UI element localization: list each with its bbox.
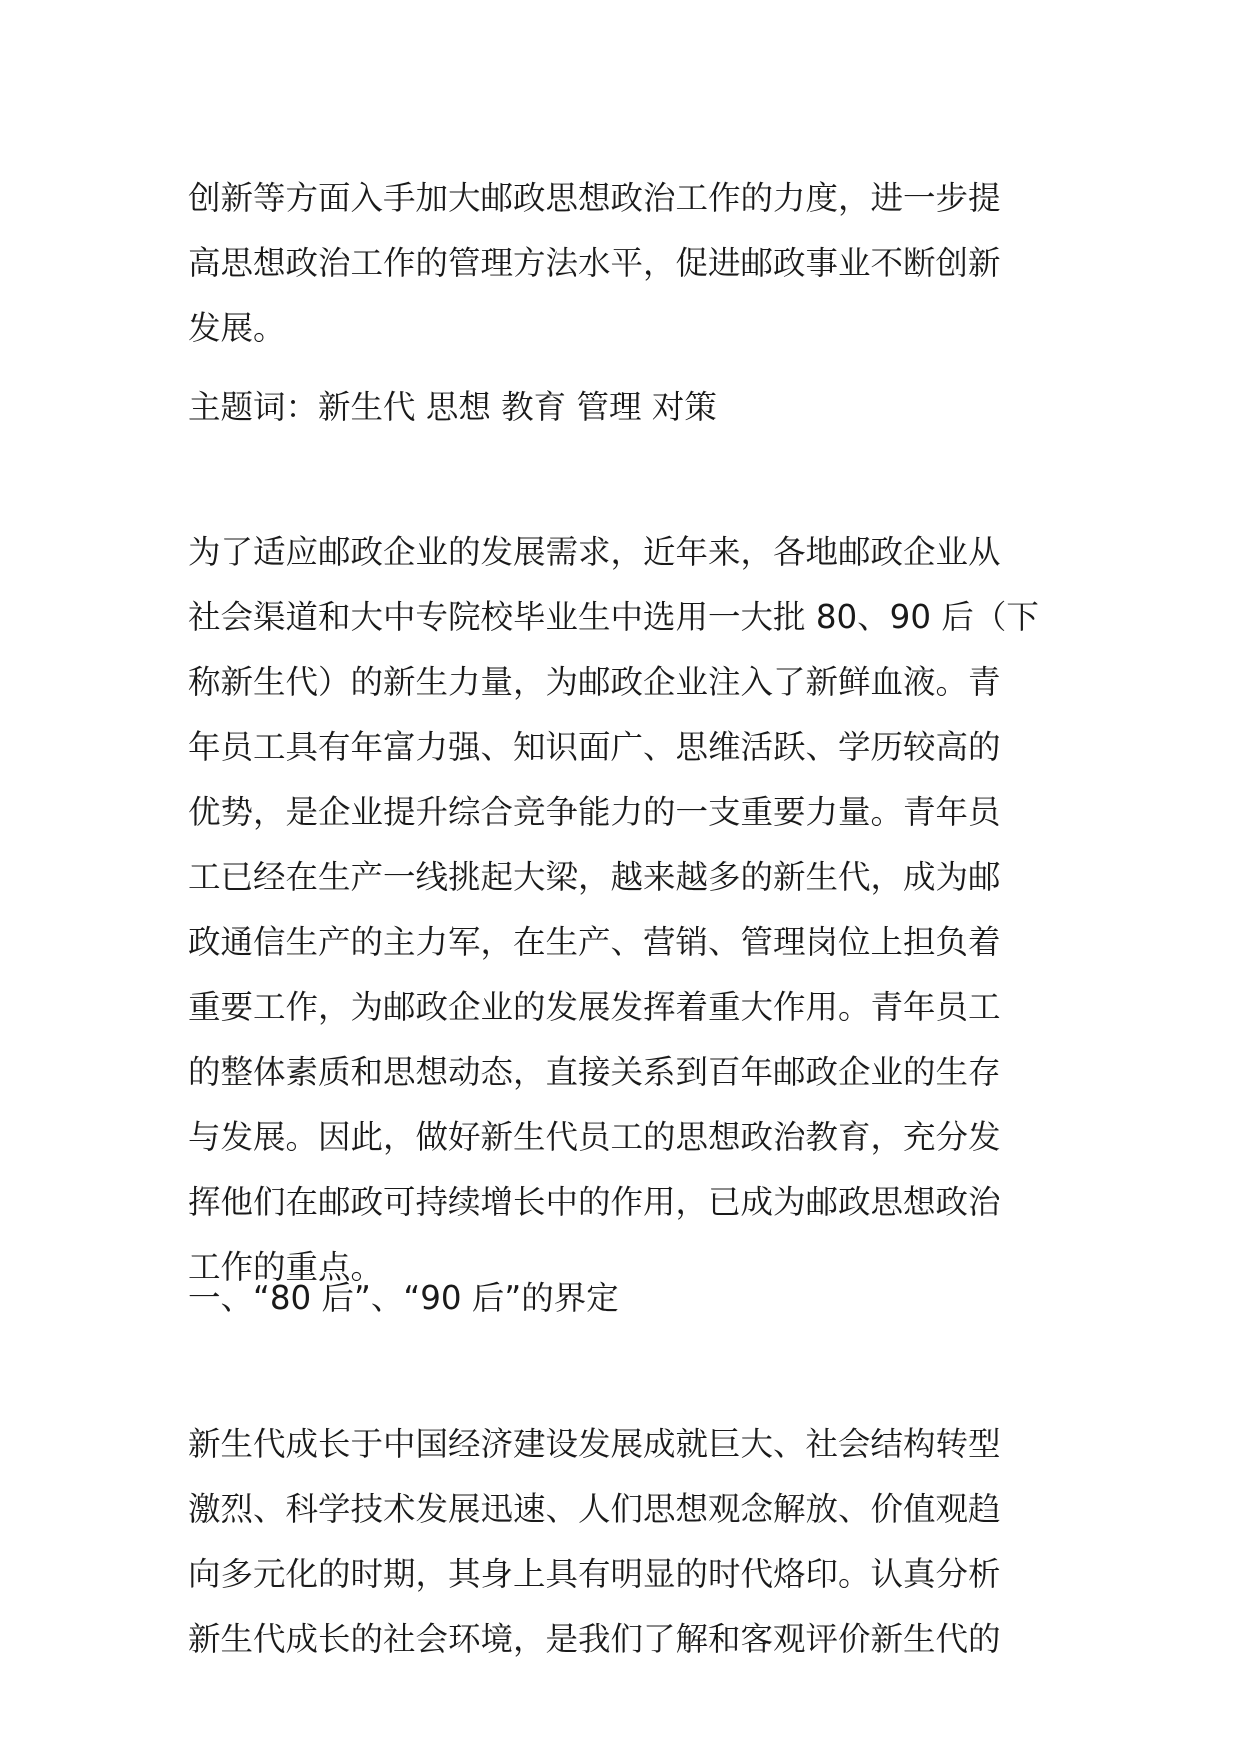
keywords-line: 主题词：新生代 思想 教育 管理 对策 xyxy=(188,388,717,426)
paragraph-line: 高思想政治工作的管理方法水平，促进邮政事业不断创新 xyxy=(188,244,1001,282)
paragraph-line: 工作的重点。 xyxy=(188,1248,384,1286)
paragraph-line: 激烈、科学技术发展迅速、人们思想观念解放、价值观趋 xyxy=(188,1490,1001,1528)
section-heading-block xyxy=(188,1266,1068,1331)
paragraph-line: 新生代成长于中国经济建设发展成就巨大、社会结构转型 xyxy=(188,1425,1001,1463)
paragraph-line: 为了适应邮政企业的发展需求，近年来，各地邮政企业从 xyxy=(188,533,1001,571)
paragraph-line: 与发展。因此，做好新生代员工的思想政治教育，充分发 xyxy=(188,1118,1001,1156)
section-heading: 一、“80 后”、“90 后”的界定 xyxy=(188,1279,619,1317)
paragraph-line: 创新等方面入手加大邮政思想政治工作的力度，进一步提 xyxy=(188,179,1001,217)
paragraph-line: 向多元化的时期，其身上具有明显的时代烙印。认真分析 xyxy=(188,1555,1001,1593)
paragraph-definition xyxy=(188,1412,1068,1672)
paragraph-line: 年员工具有年富力强、知识面广、思维活跃、学历较高的 xyxy=(188,728,1001,766)
paragraph-background xyxy=(188,520,1068,1300)
paragraph-line: 新生代成长的社会环境，是我们了解和客观评价新生代的 xyxy=(188,1620,1001,1658)
paragraph-line: 发展。 xyxy=(188,309,286,347)
paragraph-line: 称新生代）的新生力量，为邮政企业注入了新鲜血液。青 xyxy=(188,663,1001,701)
keywords-block xyxy=(188,375,1068,440)
paragraph-line: 重要工作，为邮政企业的发展发挥着重大作用。青年员工 xyxy=(188,988,1001,1026)
paragraph-line: 挥他们在邮政可持续增长中的作用，已成为邮政思想政治 xyxy=(188,1183,1001,1221)
paragraph-line: 政通信生产的主力军，在生产、营销、管理岗位上担负着 xyxy=(188,923,1001,961)
paragraph-line: 的整体素质和思想动态，直接关系到百年邮政企业的生存 xyxy=(188,1053,1001,1091)
paragraph-line: 社会渠道和大中专院校毕业生中选用一大批 80、90 后（下 xyxy=(188,598,1039,636)
paragraph-line: 优势，是企业提升综合竞争能力的一支重要力量。青年员 xyxy=(188,793,1001,831)
paragraph-intro-continuation xyxy=(188,166,1068,361)
paragraph-line: 工已经在生产一线挑起大梁，越来越多的新生代，成为邮 xyxy=(188,858,1001,896)
